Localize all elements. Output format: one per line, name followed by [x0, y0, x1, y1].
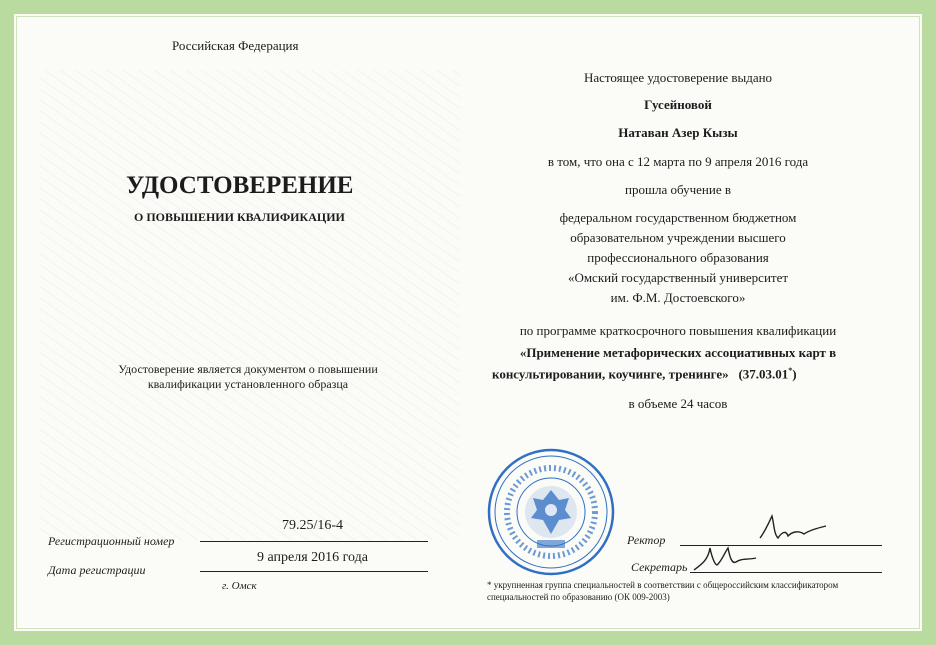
program-volume: в объеме 24 часов: [628, 396, 728, 411]
organization-line-3: профессионального образования: [587, 250, 769, 265]
recipient-surname: Гусейновой: [644, 97, 712, 112]
rector-label: Ректор: [627, 533, 666, 547]
background-pattern: [40, 70, 460, 540]
reg-date-label: Дата регистрации: [48, 563, 146, 577]
document-title: УДОСТОВЕРЕНИЕ: [126, 172, 354, 199]
reg-number-line: [200, 541, 428, 542]
statement-line-1: Удостоверение является документом о повышении: [118, 362, 378, 376]
reg-date-value: 9 апреля 2016 года: [257, 550, 368, 565]
country-name: Российская Федерация: [172, 38, 299, 53]
trained-text: прошла обучение в: [625, 182, 731, 197]
program-title-text: консультировании, коучинге, тренинге»: [492, 366, 729, 382]
organization-line-5: им. Ф.М. Достоевского»: [610, 290, 746, 305]
issued-to-text: Настоящее удостоверение выдано: [583, 70, 773, 85]
secretary-label: Секретарь: [631, 560, 688, 574]
program-code-mark: *: [788, 366, 793, 375]
document-subtitle: О ПОВЫШЕНИИ КВАЛИФИКАЦИИ: [134, 210, 345, 224]
program-title-line-1: «Применение метафорических ассоциативных карт в: [519, 345, 837, 360]
reg-number-label: Регистрационный номер: [48, 534, 175, 548]
statement-line-2: квалификации установленного образца: [147, 377, 349, 391]
city-name: г. Омск: [222, 580, 257, 592]
official-seal-icon: [487, 448, 615, 576]
program-code: (37.03.01: [738, 366, 789, 382]
footnote-line-1: * укрупненная группа специальностей в соответствии с общероссийским классификатором: [487, 580, 839, 590]
program-title-line-2: [492, 366, 797, 382]
organization-line-2: образовательном учреждении высшего: [570, 230, 786, 245]
program-intro: по программе краткосрочного повышения квалификации: [519, 323, 837, 338]
reg-date-line: [200, 571, 428, 572]
footnote-line-2: специальностей по образованию (ОК 009-2003): [487, 592, 670, 602]
organization-line-4: «Омский государственный университет: [567, 270, 789, 285]
organization-line-1: федеральном государственном бюджетном: [559, 210, 797, 225]
reg-number-value: 79.25/16-4: [281, 518, 344, 533]
training-period: в том, что она с 12 марта по 9 апреля 2016 года: [547, 154, 809, 169]
secretary-signature-icon: [688, 534, 768, 578]
recipient-given-names: Натаван Азер Кызы: [618, 125, 738, 140]
program-code-close: ): [792, 366, 797, 382]
